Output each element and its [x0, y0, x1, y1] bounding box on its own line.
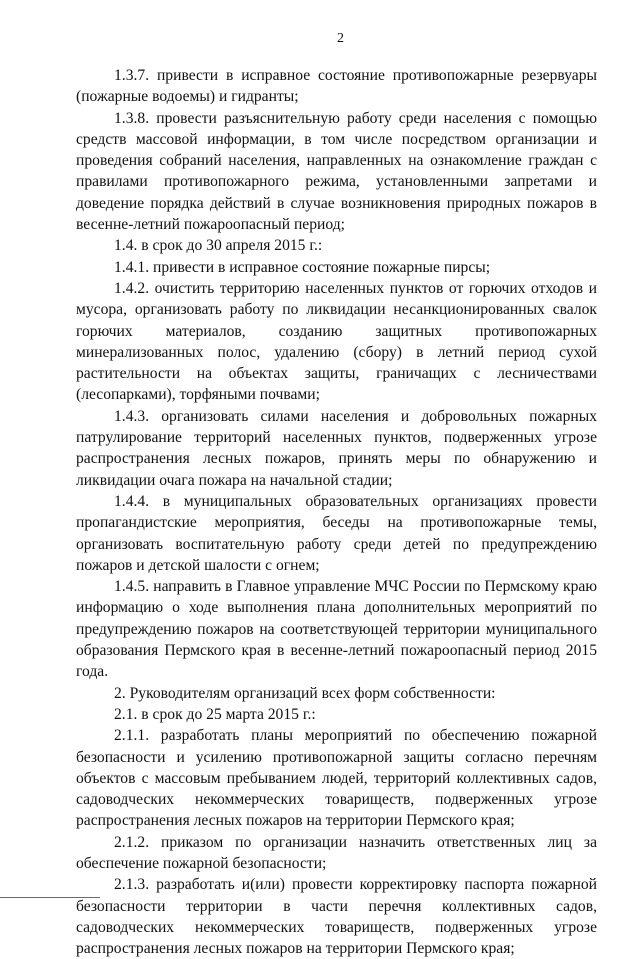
scan-edge-line — [0, 897, 100, 898]
paragraph-1-4-3: 1.4.3. организовать силами населения и добровольных пожарных патрулирование территорий населенных пунктов, подверженных угрозе распространения лесных пожаров, принять меры по обнаружению и ликвидации очага пожара на начальной стадии; — [76, 407, 597, 489]
paragraph-2-1-1: 2.1.1. разработать планы мероприятий по обеспечению пожарной безопасности и усилению противопожарной защиты согласно перечням объектов с массовым пребыванием людей, территорий коллективных садов, садоводческих некоммерческих товариществ, подверженных угрозе распространения лесных пожаров на территории Пермского края; — [76, 727, 597, 830]
paragraph-2-1-3: 2.1.3. разработать и(или) провести корректировку паспорта пожарной безопасности территории в части перечня коллективных садов, садоводческих некоммерческих товариществ, подверженных угрозе распространения лесных пожаров на территории Пермского края; — [76, 876, 597, 958]
paragraph-1-4: 1.4. в срок до 30 апреля 2015 г.: — [114, 237, 323, 255]
paragraph-2-1: 2.1. в срок до 25 марта 2015 г.: — [114, 705, 316, 723]
paragraph-1-3-7: 1.3.7. привести в исправное состояние противопожарные резервуары (пожарные водоемы) и гидранты; — [76, 67, 597, 106]
paragraph-1-4-4: 1.4.4. в муниципальных образовательных организациях провести пропагандистские мероприятия, беседы на противопожарные темы, организовать воспитательную работу среди детей по предупреждению пожаров и детской шалости с огнем; — [76, 492, 597, 574]
page-number: 2 — [337, 31, 344, 46]
paragraph-1-4-2: 1.4.2. очистить территорию населенных пунктов от горючих отходов и мусора, организовать работу по ликвидации несанкционированных свалок горючих материалов, созданию защитных противопожарных минерализованных полос, удалению (сбору) в летний период сухой растительности на объектах защиты, граничащих с лесничествами (лесопарками), торфяными почвами; — [76, 279, 597, 404]
paragraph-1-3-8: 1.3.8. провести разъяснительную работу среди населения с помощью средств массовой информации, в том числе посредством организации и проведения собраний населения, направленных на ознакомление граждан с правилами противопожарного режима, установленными запретами и доведение порядка действий в случае возникновения природных пожаров в весенне-летний пожароопасный период; — [76, 109, 597, 234]
paragraph-1-4-1: 1.4.1. привести в исправное состояние пожарные пирсы; — [114, 258, 491, 276]
paragraph-2-1-2: 2.1.2. приказом по организации назначить ответственных лиц за обеспечение пожарной безопасности; — [76, 833, 597, 872]
paragraph-1-4-5: 1.4.5. направить в Главное управление МЧС России по Пермскому краю информацию о ходе выполнения плана дополнительных мероприятий по предупреждению пожаров на соответствующей территории муниципального образования Пермского края в весенне-летний пожароопасный период 2015 года. — [76, 578, 597, 681]
paragraph-2: 2. Руководителям организаций всех форм собственности: — [114, 684, 496, 702]
